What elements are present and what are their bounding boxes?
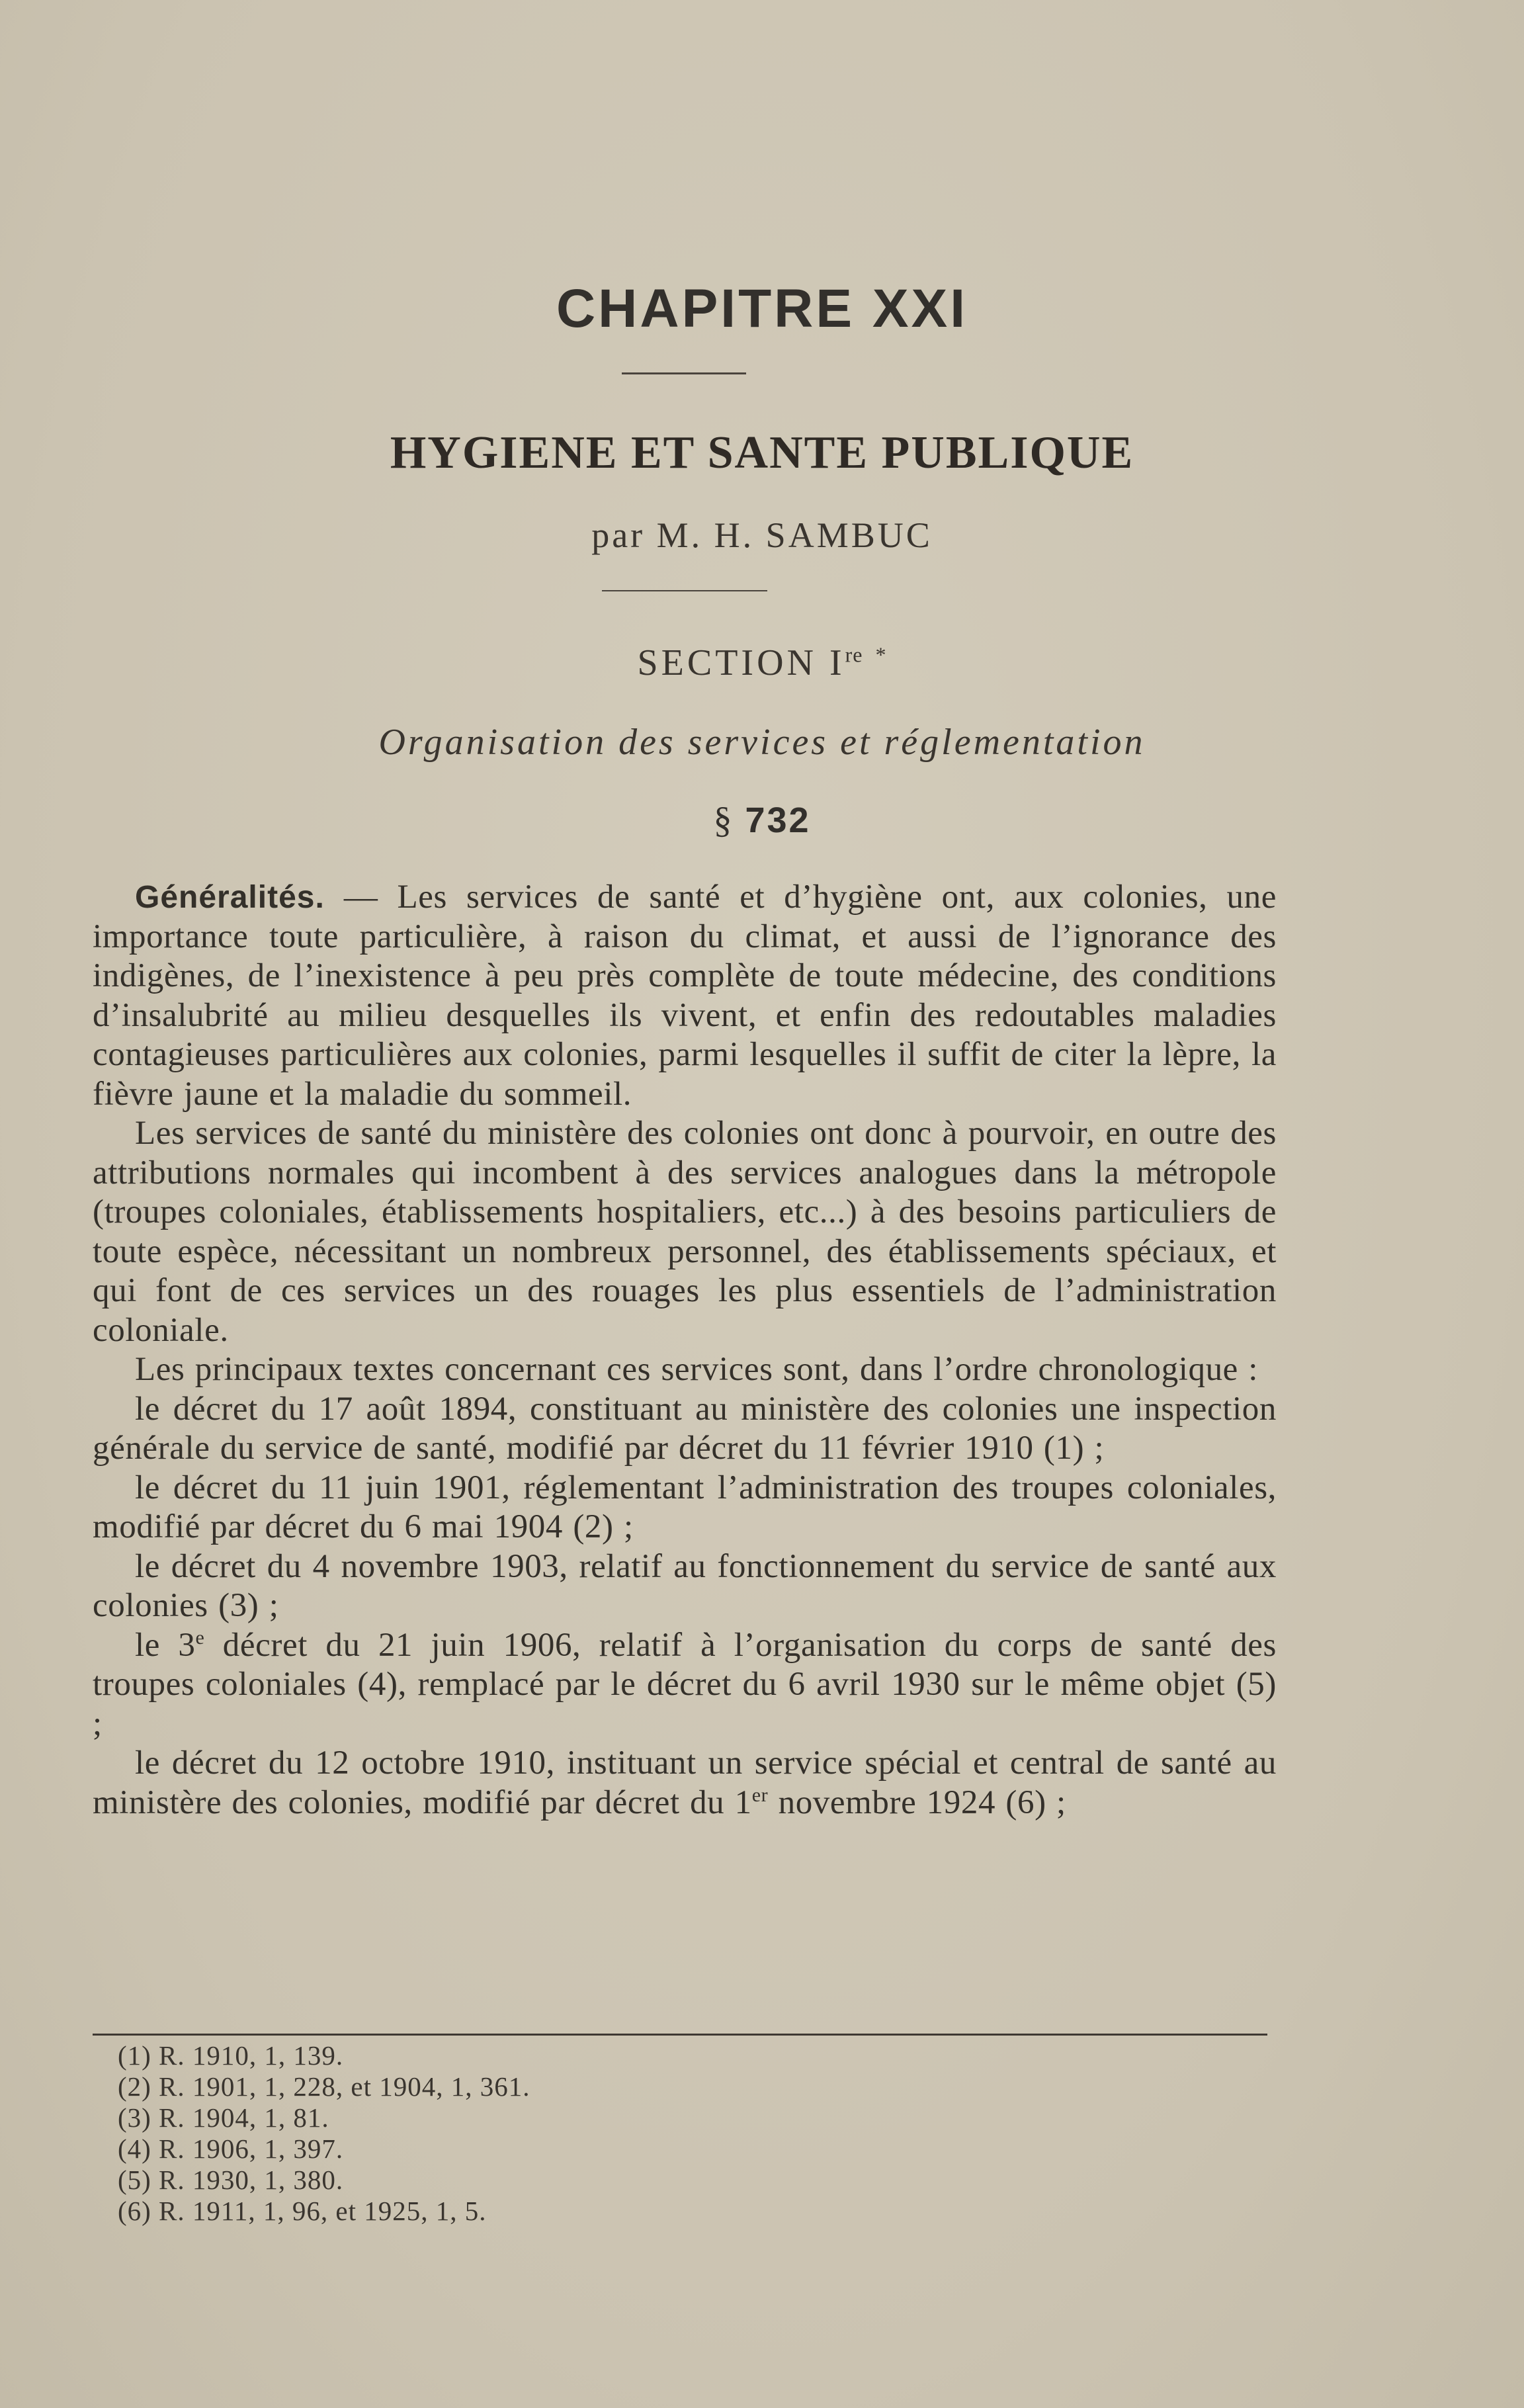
body-paragraph-3: Les principaux textes concernant ces services sont, dans l’ordre chronologique :	[135, 1351, 1259, 1388]
paragraph-symbol: §	[713, 800, 734, 841]
body-paragraph-8: le décret du 12 octobre 1910, instituant un service spécial et central de santé au ministère des colonies, modifié par décret du 1er novembre 1924 (6) ;	[93, 1744, 1277, 1821]
body-paragraph-1	[93, 878, 1277, 1114]
body-paragraph-7: le 3e décret du 21 juin 1906, relatif à l’organisation du corps de santé des troupes coloniales (4), remplacé par le décret du 6 avril 1930 sur le même objet (5) ;	[93, 1626, 1277, 1742]
footnote-rule	[93, 2034, 1267, 2036]
footnote: (5) R. 1930, 1, 380.	[118, 2165, 344, 2195]
body-paragraph-1-text: — Les services de santé et d’hygiène ont, aux colonies, une importance toute particulière, à raison du climat, et aussi de l’ignorance des indigènes, de l’inexistence à peu près complète de toute médecine, des conditions d’insalubrité au milieu desquelles ils vivent, et enfin des redoutables maladies contagieuses particulières aux colonies, parmi lesquelles il suffit de citer la lèpre, la fièvre jaune et la maladie du sommeil.	[93, 879, 1277, 1113]
section-ordinal: re	[845, 642, 863, 667]
section-subtitle: Organisation des services et réglementation	[378, 722, 1146, 763]
section-heading	[0, 642, 1524, 684]
section-mark: *	[875, 642, 887, 667]
author-line: par M. H. SAMBUC	[591, 515, 933, 555]
body-paragraph-2: Les services de santé du ministère des colonies ont donc à pourvoir, en outre des attributions normales qui incombent à des services analogues dans la métropole (troupes coloniales, établissements hospitaliers, etc...) à des besoins particuliers de toute espèce, nécessitant un nombreux personnel, des établissements spéciaux, et qui font de ces services un des rouages les plus essentiels de l’administration coloniale.	[93, 1115, 1277, 1349]
footnote: (3) R. 1904, 1, 81.	[118, 2102, 329, 2133]
body-paragraph-4: le décret du 17 août 1894, constituant au ministère des colonies une inspection générale du service de santé, modifié par décret du 11 février 1910 (1) ;	[93, 1390, 1277, 1467]
paragraph-number	[0, 799, 1524, 841]
chapter-rule	[622, 372, 746, 374]
body-paragraph-6: le décret du 4 novembre 1903, relatif au fonctionnement du service de santé aux colonies (3) ;	[93, 1547, 1277, 1624]
body-text	[93, 878, 1277, 1823]
body-paragraph-5: le décret du 11 juin 1901, réglementant l’administration des troupes coloniales, modifié par décret du 6 mai 1904 (2) ;	[93, 1469, 1277, 1545]
chapter-title: HYGIENE ET SANTE PUBLIQUE	[390, 427, 1134, 478]
footnote: (6) R. 1911, 1, 96, et 1925, 1, 5.	[118, 2196, 487, 2226]
lead-word: Généralités.	[135, 880, 325, 915]
footnote: (1) R. 1910, 1, 139.	[118, 2040, 344, 2071]
footnote: (4) R. 1906, 1, 397.	[118, 2133, 344, 2164]
footnotes	[118, 2040, 530, 2227]
paragraph-value: 732	[745, 800, 811, 840]
footnote: (2) R. 1901, 1, 228, et 1904, 1, 361.	[118, 2071, 530, 2102]
section-label: SECTION I	[637, 642, 845, 683]
chapter-heading: CHAPITRE XXI	[556, 279, 968, 339]
author-rule	[602, 590, 767, 591]
